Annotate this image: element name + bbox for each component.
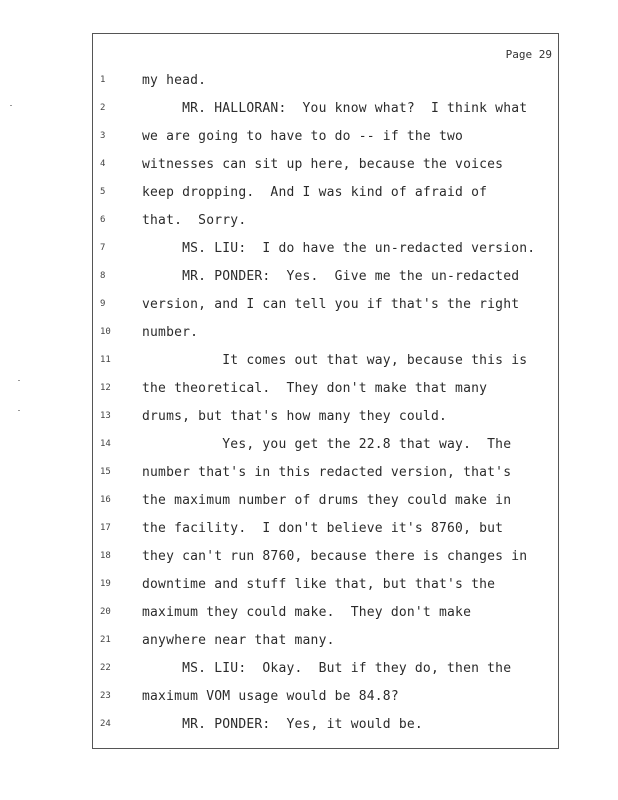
transcript-line: number that's in this redacted version, that's [142, 465, 512, 480]
transcript-line: MS. LIU: Okay. But if they do, then the [142, 661, 512, 676]
transcript-line: MR. HALLORAN: You know what? I think what [142, 101, 528, 116]
line-number: 3 [100, 131, 106, 141]
page-number: Page 29 [505, 48, 552, 61]
transcript-line: Yes, you get the 22.8 that way. The [142, 437, 512, 452]
line-number: 19 [100, 579, 111, 589]
transcript-line: number. [142, 325, 199, 340]
transcript-line: downtime and stuff like that, but that's the [142, 577, 496, 592]
line-number: 20 [100, 607, 111, 617]
line-number: 7 [100, 243, 106, 253]
line-number: 13 [100, 411, 111, 421]
transcript-line: drums, but that's how many they could. [142, 409, 448, 424]
transcript-line: we are going to have to do -- if the two [142, 129, 464, 144]
transcript-line: version, and I can tell you if that's the right [142, 297, 520, 312]
line-number: 8 [100, 271, 106, 281]
line-number: 15 [100, 467, 111, 477]
line-number: 24 [100, 719, 111, 729]
line-number: 14 [100, 439, 111, 449]
line-number: 21 [100, 635, 111, 645]
transcript-line: witnesses can sit up here, because the voices [142, 157, 504, 172]
transcript-line: maximum they could make. They don't make [142, 605, 472, 620]
transcript-line: anywhere near that many. [142, 633, 335, 648]
scan-artifact [18, 410, 20, 411]
line-number: 11 [100, 355, 111, 365]
transcript-line: my head. [142, 73, 207, 88]
transcript-line: MR. PONDER: Yes. Give me the un-redacted [142, 269, 520, 284]
line-number: 18 [100, 551, 111, 561]
transcript-line: keep dropping. And I was kind of afraid of [142, 185, 488, 200]
scan-artifact [18, 380, 20, 381]
transcript-line: MR. PONDER: Yes, it would be. [142, 717, 423, 732]
line-number: 17 [100, 523, 111, 533]
line-number: 5 [100, 187, 106, 197]
transcript-line: It comes out that way, because this is [142, 353, 528, 368]
line-number: 9 [100, 299, 106, 309]
line-number: 2 [100, 103, 106, 113]
transcript-line: that. Sorry. [142, 213, 247, 228]
line-number: 12 [100, 383, 111, 393]
transcript-line: the facility. I don't believe it's 8760, but [142, 521, 504, 536]
transcript-line: the maximum number of drums they could make in [142, 493, 512, 508]
transcript-line: they can't run 8760, because there is changes in [142, 549, 528, 564]
line-number: 10 [100, 327, 111, 337]
line-number: 4 [100, 159, 106, 169]
line-number: 23 [100, 691, 111, 701]
transcript-line: the theoretical. They don't make that many [142, 381, 488, 396]
line-number: 1 [100, 75, 106, 85]
transcript-line: MS. LIU: I do have the un-redacted version. [142, 241, 536, 256]
line-number: 22 [100, 663, 111, 673]
line-number: 6 [100, 215, 106, 225]
line-number: 16 [100, 495, 111, 505]
transcript-line: maximum VOM usage would be 84.8? [142, 689, 399, 704]
scan-artifact [10, 105, 12, 106]
